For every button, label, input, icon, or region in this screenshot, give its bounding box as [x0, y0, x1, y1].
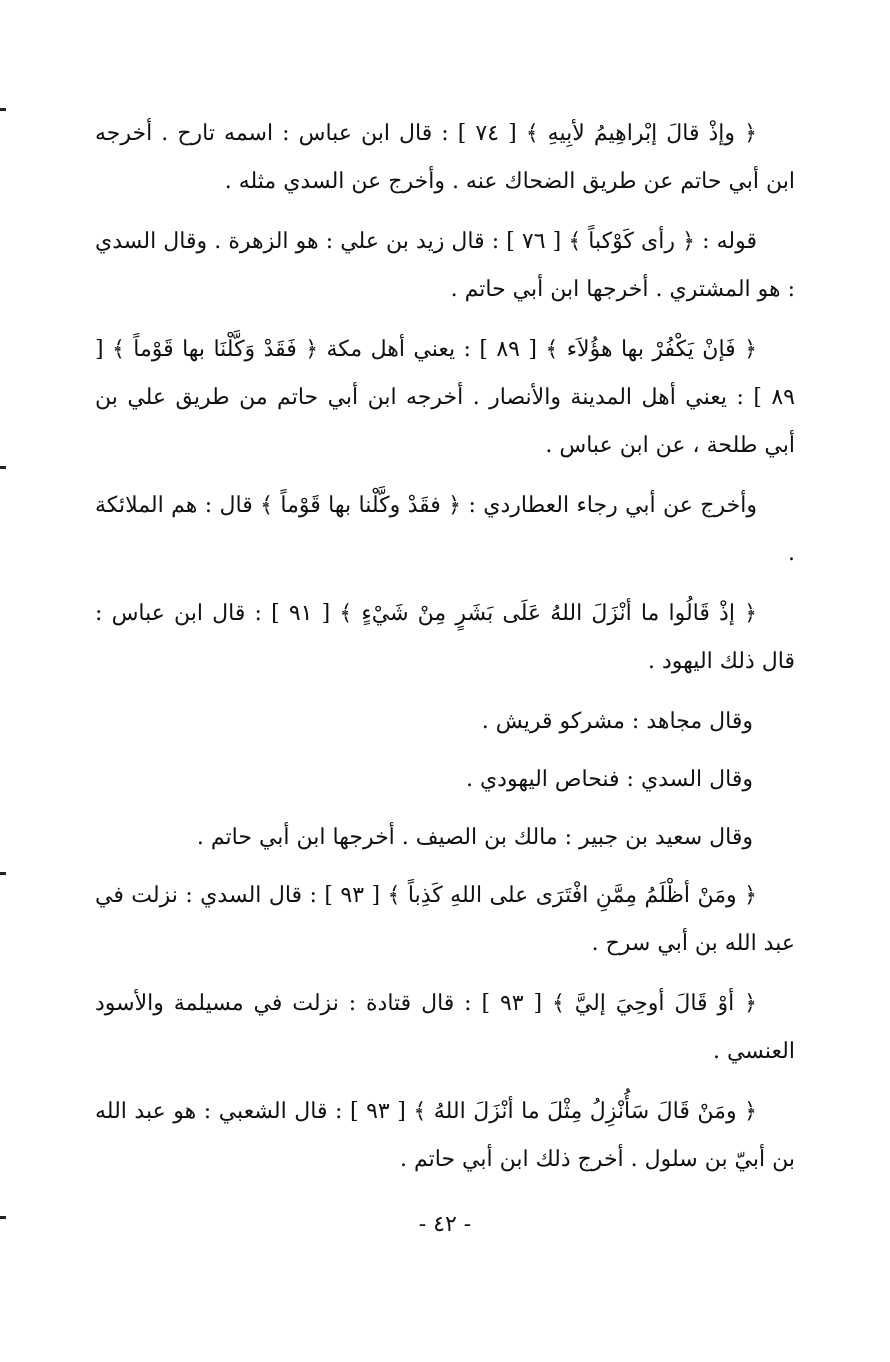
paragraph-ibrahim-father: ﴿ وإذْ قالَ إبْراهِيمُ لأبِيهِ ﴾ [ ٧٤ ] : قال ابن عباس : اسمه تارح . أخرجه ابن أبي حاتم عن طريق الضحاك عنه . وأخرج عن السدي مثله .	[95, 121, 795, 194]
paragraph-saw-star: قوله : ﴿ رأى كَوْكباً ﴾ [ ٧٦ ] : قال زيد بن علي : هو الزهرة . وقال السدي : هو المشتري . أخرجها ابن أبي حاتم .	[95, 229, 795, 302]
paragraph-who-is-more-unjust: ﴿ ومَنْ أظْلَمُ مِمَّنِ افْتَرَى على اللهِ كَذِباً ﴾ [ ٩٣ ] : قال السدي : نزلت في عبد الله بن أبي سرح .	[95, 883, 795, 956]
paragraph-i-will-reveal: ﴿ ومَنْ قَالَ سَأُنْزِلُ مِثْلَ ما أنْزَلَ اللهُ ﴾ [ ٩٣ ] : قال الشعبي : هو عبد الله بن أبيّ بن سلول . أخرج ذلك ابن أبي حاتم .	[95, 1099, 795, 1172]
scan-edge-mark	[0, 872, 6, 875]
paragraph-abu-raja: وأخرج عن أبي رجاء العطاردي : ﴿ فقَدْ وكَّلْنا بها قَوْماً ﴾ قال : هم الملائكة .	[95, 493, 795, 566]
paragraph-or-says-revealed: ﴿ أوْ قَالَ أوحِيَ إليَّ ﴾ [ ٩٣ ] : قال قتادة : نزلت في مسيلمة والأسود العنسي .	[95, 991, 795, 1064]
scan-edge-mark	[0, 108, 6, 111]
paragraph-if-they-disbelieve: ﴿ فَإنْ يَكْفُرْ بها هؤُلاَء ﴾ [ ٨٩ ] : يعني أهل مكة ﴿ فَقَدْ وَكَّلْنَا بها قَوْماً ﴾ [ ٨٩ ] : يعني أهل المدينة والأنصار . أخرجه ابن أبي حاتم من طريق علي بن أبي طلحة ، عن ابن عباس .	[95, 337, 795, 458]
paragraph-they-said: ﴿ إذْ قَالُوا ما أنْزَلَ اللهُ عَلَى بَشَرٍ مِنْ شَيْءٍ ﴾ [ ٩١ ] : قال ابن عباس : قال ذلك اليهود .	[95, 601, 795, 674]
page-number: - ٤٢ -	[418, 1212, 472, 1237]
scan-edge-mark	[0, 466, 6, 469]
paragraph-mujahid: وقال مجاهد : مشركو قريش .	[481, 709, 753, 734]
paragraph-said-ibn-jubayr: وقال سعيد بن جبير : مالك بن الصيف . أخرجها ابن أبي حاتم .	[196, 825, 753, 850]
page-body	[95, 110, 795, 1196]
paragraph-suddi: وقال السدي : فنحاص اليهودي .	[465, 767, 753, 792]
scan-edge-mark	[0, 1216, 6, 1219]
